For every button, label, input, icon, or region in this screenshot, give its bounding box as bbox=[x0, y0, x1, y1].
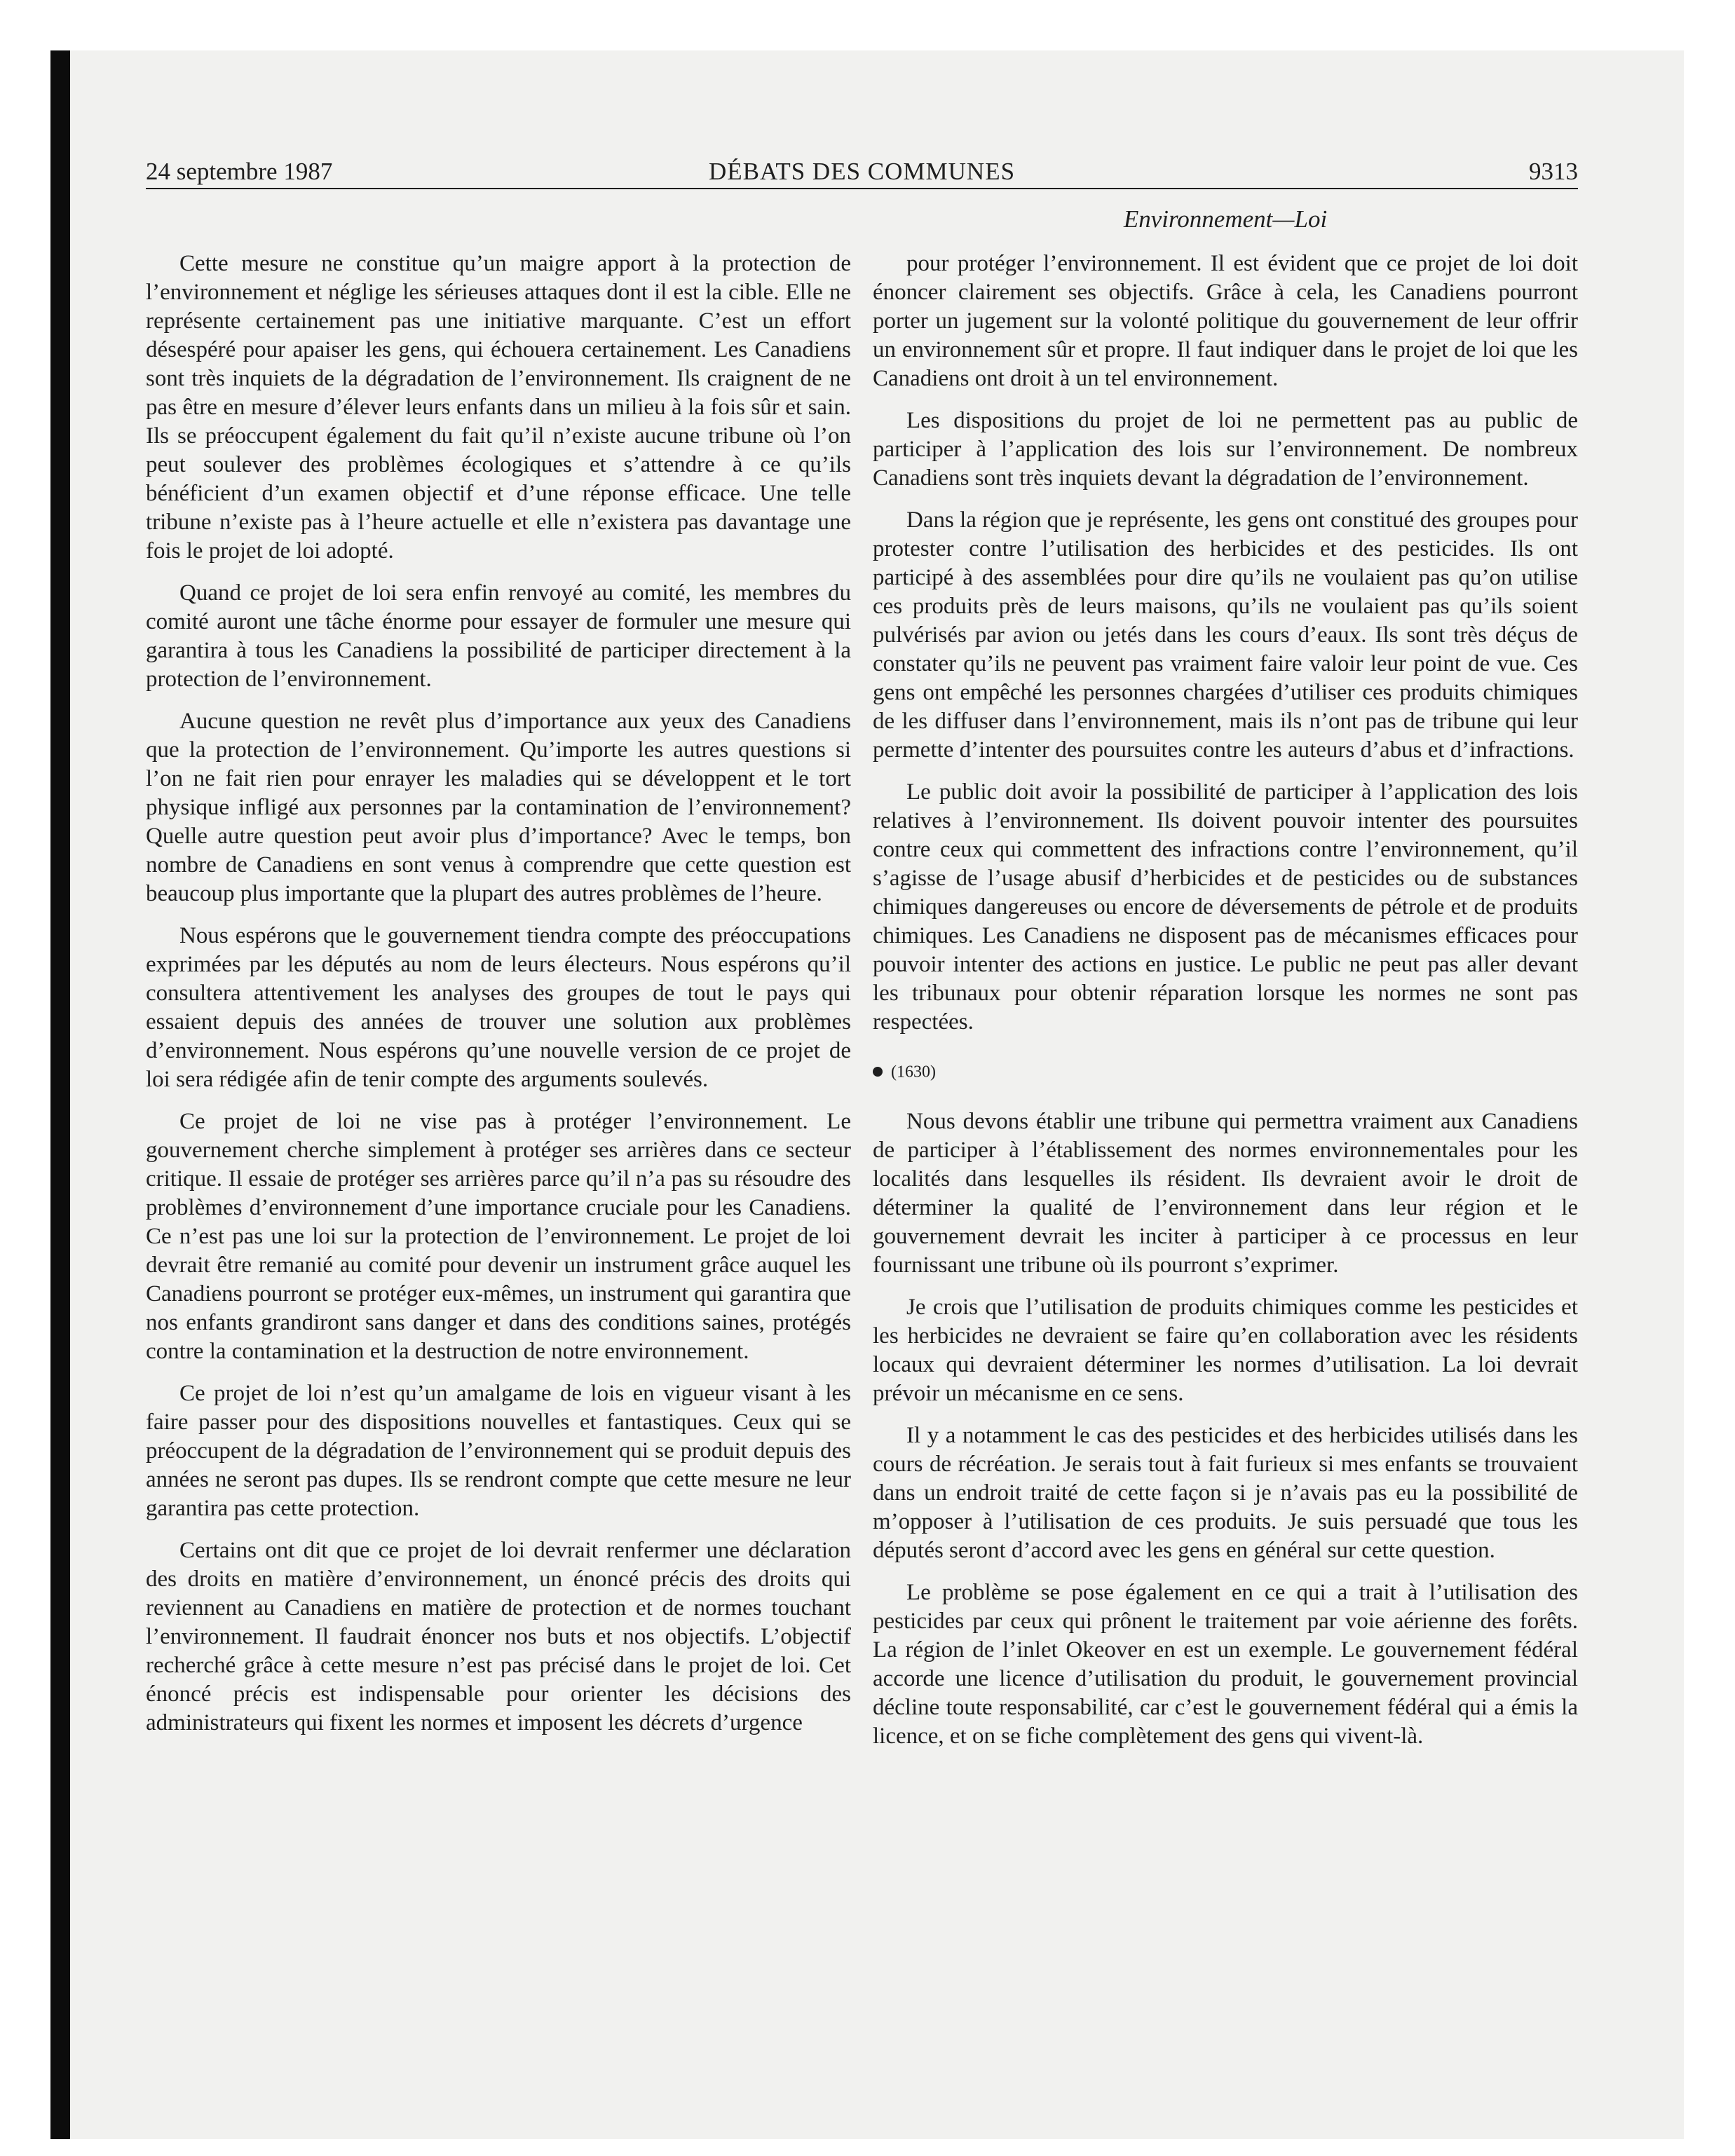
bullet-icon bbox=[873, 1067, 883, 1077]
paragraph: Ce projet de loi ne vise pas à protéger l’environnement. Le gouvernement cherche simplement à protéger ses arrières dans ce secteur critique. Il essaie de protéger ses arrières parce qu’il n’a pas su résoudre des problèmes d’environnement d’une importance cruciale pour les Canadiens. Ce n’est pas une loi sur la protection de l’environnement. Le projet de loi devrait être remanié au comité pour devenir un instrument grâce auquel les Canadiens pourront se protéger eux-mêmes, un instrument qui garantira que nos enfants grandiront sans danger et dans des conditions saines, protégés contre la contamination et la destruction de notre environnement. bbox=[146, 1109, 851, 1364]
header-journal-title: DÉBATS DES COMMUNES bbox=[708, 158, 1016, 185]
right-column bbox=[873, 250, 1578, 1764]
paragraph: Quand ce projet de loi sera enfin renvoyé au comité, les membres du comité auront une tâche énorme pour essayer de formuler une mesure qui garantira à tous les Canadiens la possibilité de participer directement à la protection de l’environnement. bbox=[146, 580, 851, 692]
paragraph: Je crois que l’utilisation de produits chimiques comme les pesticides et les herbicides ne devraient se faire qu’en collaboration avec les résidents locaux qui devraient déterminer les normes d’utilisation. La loi devrait prévoir un mécanisme en ce sens. bbox=[873, 1295, 1578, 1407]
paragraph: Le public doit avoir la possibilité de participer à l’application des lois relatives à l’environnement. Ils doivent pouvoir intenter des poursuites contre ceux qui commettent des infractions contre l’environnement, qu’il s’agisse de l’usage abusif d’herbicides et de pesticides ou de substances chimiques dangereuses ou encore de déversements de pétrole et de produits chimiques. Les Canadiens ne disposent pas de mécanismes efficaces pour pouvoir intenter des actions en justice. Le public ne peut pas aller devant les tribunaux pour obtenir réparation lorsque les normes ne sont pas respectées. bbox=[873, 779, 1578, 1035]
section-title: Environnement—Loi bbox=[1123, 205, 1328, 233]
paragraph: Ce projet de loi n’est qu’un amalgame de lois en vigueur visant à les faire passer pour des dispositions nouvelles et fantastiques. Ceux qui se préoccupent de la dégradation de l’environnement qui se produit depuis des années ne seront pas dupes. Ils se rendront compte que cette mesure ne leur garantira pas cette protection. bbox=[146, 1381, 851, 1521]
paragraph: Nous devons établir une tribune qui permettra vraiment aux Canadiens de participer à l’établissement des normes environnementales pour les localités dans lesquelles ils résident. Ils devraient avoir le droit de déterminer la qualité de l’environnement dans leur région et le gouvernement devrait les inciter à participer à ce processus en leur fournissant une tribune où ils pourront s’exprimer. bbox=[873, 1109, 1578, 1278]
time-stamp: (1630) bbox=[891, 1063, 936, 1082]
paragraph: Certains ont dit que ce projet de loi devrait renfermer une déclaration des droits en matière d’environnement, un énoncé précis des droits qui reviennent au Canadiens en matière de protection et de normes touchant l’environnement. Il faudrait énoncer nos buts et nos objectifs. L’objectif recherché grâce à cette mesure n’est pas précisé dans le projet de loi. Cet énoncé précis est indispensable pour orienter les décisions des administrateurs qui fixent les normes et imposent les décrets d’urgence bbox=[146, 1538, 851, 1735]
paragraph: pour protéger l’environnement. Il est évident que ce projet de loi doit énoncer clairement ses objectifs. Grâce à cela, les Canadiens pourront porter un jugement sur la volonté politique du gouvernement de leur offrir un environnement sûr et propre. Il faut indiquer dans le projet de loi que les Canadiens ont droit à un tel environnement. bbox=[873, 251, 1578, 391]
header-page-number: 9313 bbox=[1529, 158, 1578, 185]
paragraph: Les dispositions du projet de loi ne permettent pas au public de participer à l’application des lois sur l’environnement. De nombreux Canadiens sont très inquiets devant la dégradation de l’environnement. bbox=[873, 408, 1578, 491]
paragraph: Cette mesure ne constitue qu’un maigre apport à la protection de l’environnement et néglige les sérieuses attaques dont il est la cible. Elle ne représente certainement pas une initiative marquante. C’est un effort désespéré pour apaiser les gens, qui échouera certainement. Les Canadiens sont très inquiets de la dégradation de l’environnement. Ils craignent de ne pas être en mesure d’élever leurs enfants dans un milieu à la fois sûr et sain. Ils se préoccupent également du fait qu’il n’existe aucune tribune où l’on peut soulever des problèmes écologiques et s’attendre à ce qu’ils bénéficient d’un examen objectif et d’une réponse efficace. Une telle tribune n’existe pas à l’heure actuelle et elle n’existera pas davantage une fois le projet de loi adopté. bbox=[146, 251, 851, 564]
header-date: 24 septembre 1987 bbox=[146, 158, 333, 185]
left-column bbox=[146, 250, 851, 1751]
paragraph: Il y a notamment le cas des pesticides et des herbicides utilisés dans les cours de récréation. Je serais tout à fait furieux si mes enfants se trouvaient dans un endroit traité de cette façon si je n’avais pas eu la possibilité de m’opposer à l’utilisation de ces produits. Je suis persuadé que tous les députés seront d’accord avec les gens en général sur cette question. bbox=[873, 1423, 1578, 1564]
paragraph: Nous espérons que le gouvernement tiendra compte des préoccupations exprimées par les députés au nom de leurs électeurs. Nous espérons qu’il consultera attentivement les analyses des groupes de tout le pays qui essaient depuis des années de trouver une solution aux problèmes d’environnement. Nous espérons qu’une nouvelle version de ce projet de loi sera rédigée afin de tenir compte des arguments soulevés. bbox=[146, 923, 851, 1092]
time-marker bbox=[873, 1060, 1578, 1082]
paragraph: Le problème se pose également en ce qui a trait à l’utilisation des pesticides par ceux qui prônent le traitement par voie aérienne des forêts. La région de l’inlet Okeover en est un exemple. Le gouvernement fédéral accorde une licence d’utilisation du produit, le gouvernement provincial décline toute responsabilité, car c’est le gouvernement fédéral qui a émis la licence, et on se fiche complètement des gens qui vivent-là. bbox=[873, 1580, 1578, 1749]
running-header bbox=[146, 156, 1578, 189]
paragraph: Dans la région que je représente, les gens ont constitué des groupes pour protester contre l’utilisation des herbicides et des pesticides. Ils ont participé à des assemblées pour dire qu’ils ne voulaient pas qu’on utilise ces produits près de leurs maisons, qu’ils ne voulaient pas qu’ils soient pulvérisés par avion ou jetés dans les cours d’eaux. Ils sont très déçus de constater qu’ils ne peuvent pas vraiment faire valoir leur point de vue. Ces gens ont empêché les personnes chargées d’utiliser ces produits chimiques de les diffuser dans l’environnement, mais ils n’ont pas de tribune qui leur permette d’intenter des poursuites contre les auteurs d’abus et d’infractions. bbox=[873, 507, 1578, 763]
binding-edge bbox=[50, 50, 70, 2139]
paragraph: Aucune question ne revêt plus d’importance aux yeux des Canadiens que la protection de l’environnement. Qu’importe les autres questions si l’on ne fait rien pour enrayer les maladies qui se développent et le tort physique infligé aux personnes par la contamination de l’environnement? Quelle autre question peut avoir plus d’importance? Avec le temps, bon nombre de Canadiens en sont venus à comprendre que cette question est beaucoup plus importante que la plupart des autres problèmes de l’heure. bbox=[146, 709, 851, 906]
